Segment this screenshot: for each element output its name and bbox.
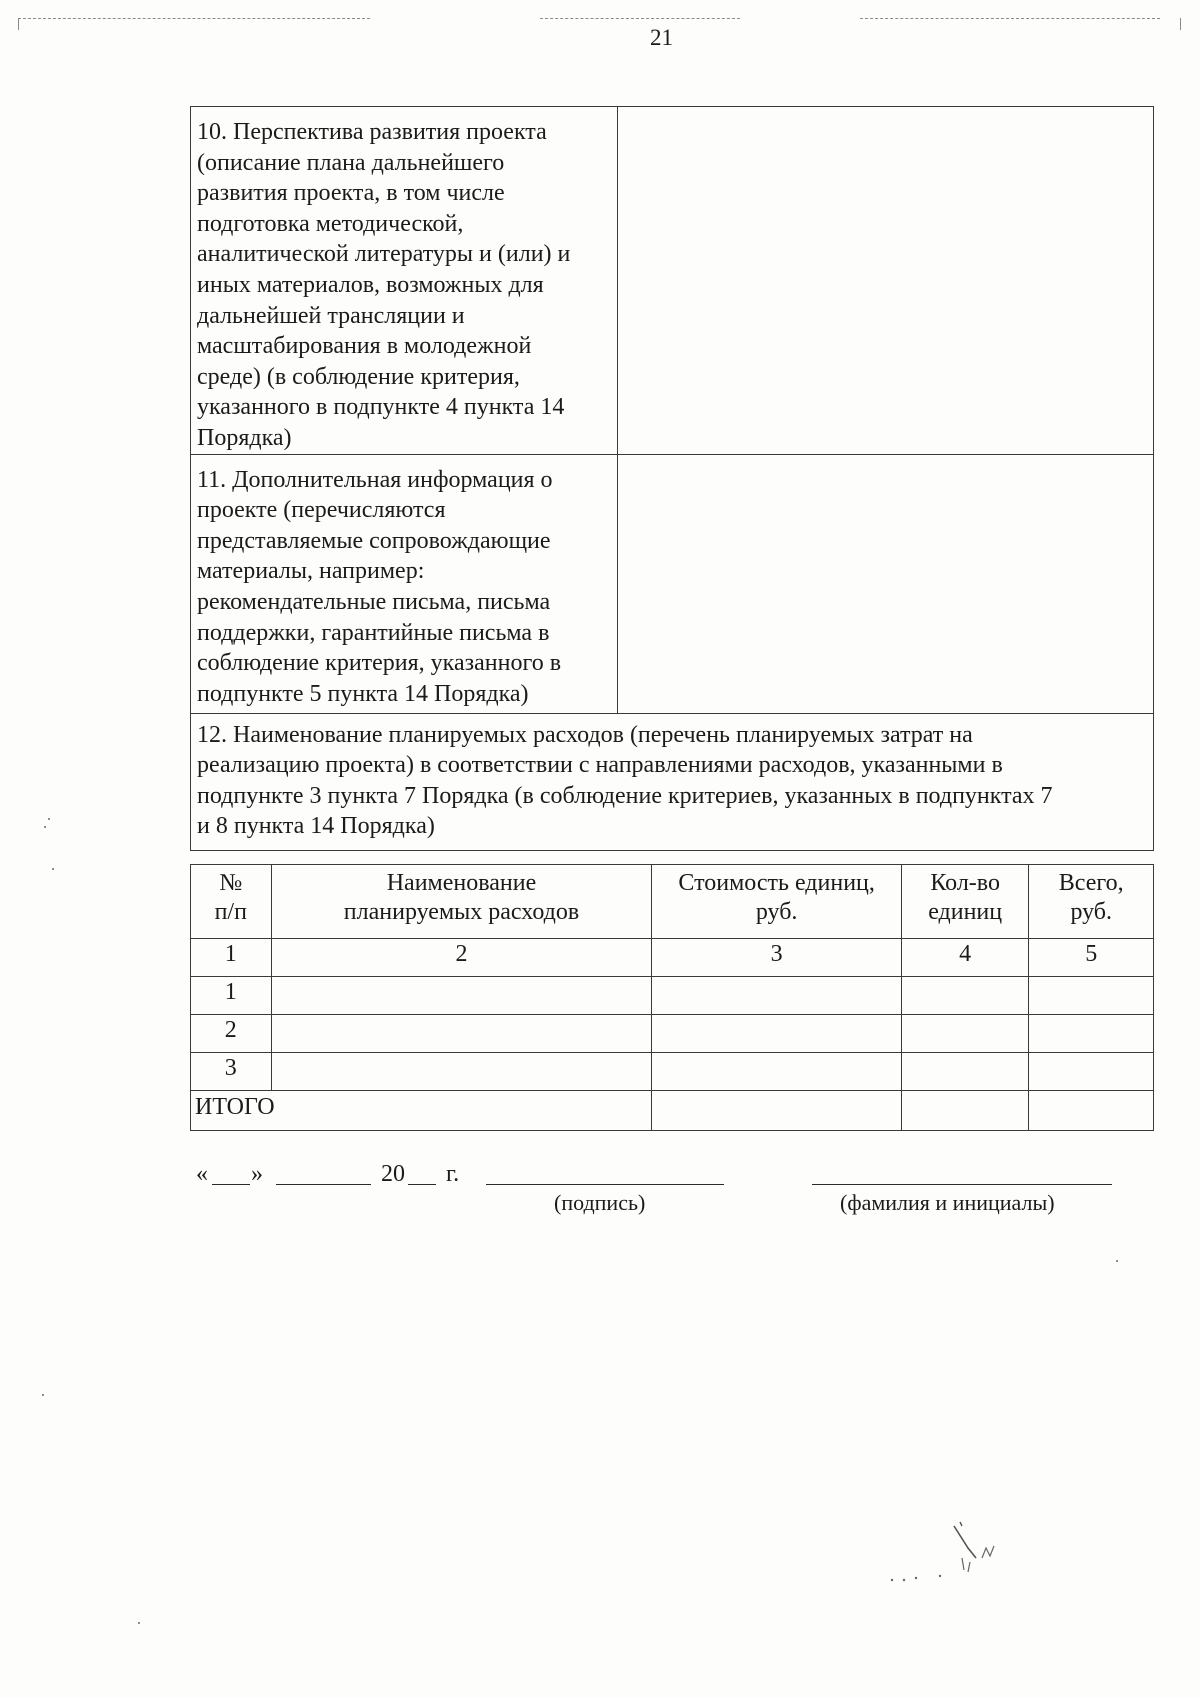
table-row [191,107,1154,455]
scan-edge-line [860,18,1160,19]
total-cell[interactable] [1029,977,1154,1015]
scan-edge-mark [18,18,19,30]
total-label: ИТОГО [191,1091,652,1131]
quantity-cell[interactable] [901,1015,1029,1053]
scan-edge-mark [1180,18,1181,30]
quantity-cell[interactable] [901,1053,1029,1091]
year-prefix: 20 [381,1161,405,1187]
column-number: 5 [1029,939,1154,977]
row-11-label [191,454,618,713]
column-number: 4 [901,939,1029,977]
header-expense-name: Наименование планируемых расходов [271,865,652,939]
header-total: Всего, руб. [1029,865,1154,939]
unit-cost-cell[interactable] [652,977,901,1015]
table-row [191,713,1154,850]
total-unit-cost-cell[interactable] [652,1091,901,1131]
total-quantity-cell[interactable] [901,1091,1029,1131]
expense-name-cell[interactable] [271,977,652,1015]
name-field[interactable] [812,1184,1112,1185]
column-number: 3 [652,939,901,977]
scan-speck [52,868,54,870]
header-unit-cost: Стоимость единиц, руб. [652,865,901,939]
day-field[interactable] [212,1184,250,1185]
row-10-label [191,107,618,455]
page-number: 21 [650,25,673,50]
row-11-label-text: 11. Дополнительная информация о проекте (перечисляются представляемые сопровождающие материалы, например: рекомендательные письма, письма поддержки, гарантийные письма в соблюдение критерия, указанного в подпункте 5 пункта 14 Порядка) [197,466,562,707]
expense-name-cell[interactable] [271,1053,652,1091]
total-cell[interactable] [1029,1015,1154,1053]
table-row [191,977,1154,1015]
expense-name-cell[interactable] [271,1015,652,1053]
date-quote-close: » [251,1161,263,1187]
scan-edge-line [18,18,370,19]
scan-edge-line [540,18,740,19]
grand-total-cell[interactable] [1029,1091,1154,1131]
table-header-row [191,865,1154,939]
date-quote-open: « [196,1161,208,1187]
scan-speck [44,826,46,828]
scan-speck [1116,1260,1118,1262]
year-suffix: г. [446,1161,460,1187]
project-info-table [190,106,1154,851]
signature-field[interactable] [486,1184,724,1185]
unit-cost-cell[interactable] [652,1053,901,1091]
scan-speck [138,1622,140,1624]
unit-cost-cell[interactable] [652,1015,901,1053]
planned-expenses-table [190,864,1154,1131]
row-number: 1 [191,977,272,1015]
year-field[interactable] [408,1184,436,1185]
row-10-value-cell[interactable] [617,107,1153,455]
row-number: 2 [191,1015,272,1053]
table-row [191,454,1154,713]
scan-speck [48,818,50,820]
scan-speck [42,1394,44,1396]
row-12-text: 12. Наименование планируемых расходов (перечень планируемых затрат на реализацию проекта) в соответствии с направлениями расходов, указанными в подпункте 3 пункта 7 Порядка (в соблюдение критериев, указанных в подпунктах 7 и 8 пункта 14 Порядка) [197,721,1053,840]
handwritten-mark [880,1518,1010,1598]
row-number: 3 [191,1053,272,1091]
column-number: 1 [191,939,272,977]
table-row [191,1053,1154,1091]
column-number-row [191,939,1154,977]
name-caption: (фамилия и инициалы) [840,1190,1055,1215]
header-quantity: Кол-во единиц [901,865,1029,939]
total-cell[interactable] [1029,1053,1154,1091]
quantity-cell[interactable] [901,977,1029,1015]
signature-caption: (подпись) [554,1190,646,1215]
header-number: № п/п [191,865,272,939]
row-12-cell [191,713,1154,850]
row-10-label-text: 10. Перспектива развития проекта (описание плана дальнейшего развития проекта, в том числе подготовка методической, аналитической литературы и (или) и иных материалов, возможных для дальнейшей трансляции и масштабирования в молодежной среде) (в соблюдение критерия, указанного в подпункте 4 пункта 14 Порядка) [197,119,571,451]
total-row [191,1091,1154,1131]
column-number: 2 [271,939,652,977]
month-field[interactable] [276,1184,371,1185]
row-11-value-cell[interactable] [617,454,1153,713]
table-row [191,1015,1154,1053]
